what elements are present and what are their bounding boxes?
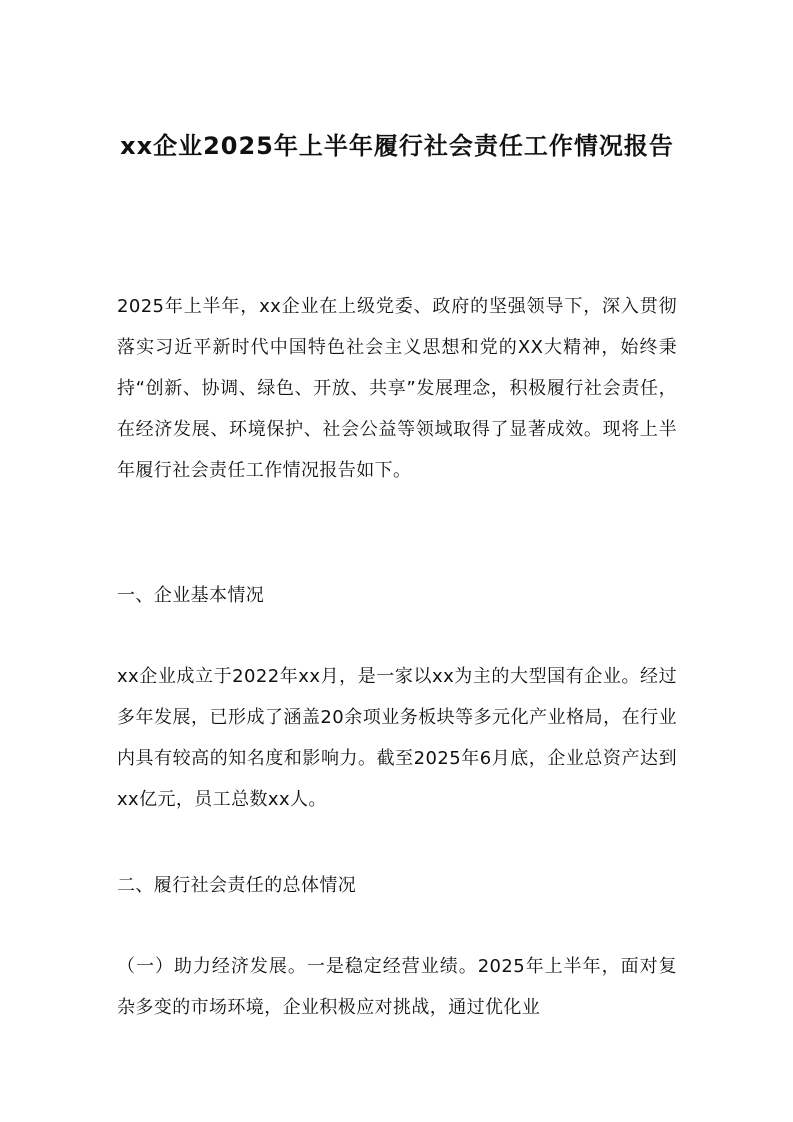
section-heading-overall: 二、履行社会责任的总体情况	[117, 875, 357, 896]
document-title: xx企业2025年上半年履行社会责任工作情况报告	[120, 132, 674, 160]
intro-paragraph: 2025年上半年，xx企业在上级党委、政府的坚强领导下，深入贯彻落实习近平新时代中国特色社会主义思想和党的XX大精神，始终秉持“创新、协调、绿色、开放、共享”发展理念，积极履行社会责任，在经济发展、环境保护、社会公益等领域取得了显著成效。现将上半年履行社会责任工作情况报告如下。	[117, 296, 677, 481]
economic-development-paragraph: （一）助力经济发展。一是稳定经营业绩。2025年上半年，面对复杂多变的市场环境，企业积极应对挑战，通过优化业	[117, 956, 677, 1018]
basic-info-paragraph: xx企业成立于2022年xx月，是一家以xx为主的大型国有企业。经过多年发展，已形成了涵盖20余项业务板块等多元化产业格局，在行业内具有较高的知名度和影响力。截至2025年6月底，企业总资产达到xx亿元，员工总数xx人。	[117, 666, 677, 810]
section-heading-basic-info: 一、企业基本情况	[117, 585, 265, 606]
